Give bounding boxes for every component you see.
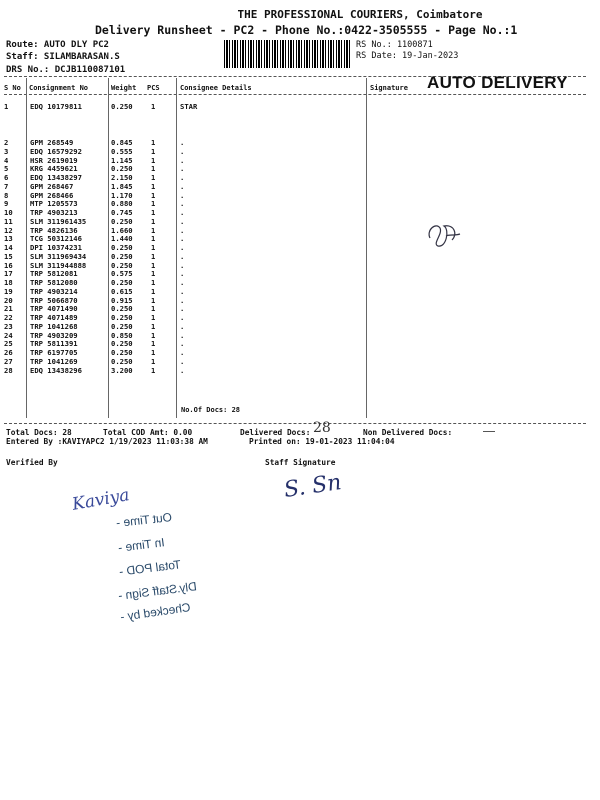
entered-by: Entered By :KAVIYAPC2 1/19/2023 11:03:38 AM: [6, 437, 208, 446]
row-sno: 1: [4, 102, 9, 111]
row-consignee-details: .: [180, 216, 185, 226]
col-header-consignee: Consignee Details: [180, 84, 252, 92]
row-consignee-details: .: [180, 173, 185, 182]
row-sno: 5: [4, 164, 9, 174]
row-consignee-details: .: [180, 138, 185, 147]
row-consignee-details: .: [180, 304, 185, 314]
rs-date: RS Date: 19-Jan-2023: [356, 51, 459, 61]
row-consignee-details: .: [180, 365, 185, 375]
row-consignment-no: TRP 6197705: [30, 348, 78, 357]
row-consignment-no: TRP 4071489: [30, 313, 78, 322]
row-sno: 17: [4, 269, 13, 279]
row-weight: 0.880: [111, 199, 133, 209]
row-weight: 0.250: [111, 164, 133, 174]
row-weight: 0.250: [111, 102, 133, 111]
row-weight: 0.745: [111, 208, 133, 217]
row-consignment-no: TRP 5811391: [30, 339, 78, 349]
col-header-consignment: Consignment No: [29, 84, 89, 92]
staff-label: Staff: SILAMBARASAN.S: [6, 52, 120, 62]
row-consignment-no: TRP 4071490: [30, 304, 78, 314]
row-weight: 0.555: [111, 146, 133, 156]
row-weight: 0.250: [111, 339, 133, 349]
verified-by-label: Verified By: [6, 458, 58, 467]
row-pcs: 1: [151, 146, 156, 156]
col-header-pcs: PCS: [147, 84, 160, 92]
staff-signature-label: Staff Signature: [265, 458, 336, 467]
row-pcs: 1: [151, 225, 156, 235]
row-consignee-details: .: [180, 251, 185, 261]
row-weight: 0.250: [111, 348, 133, 357]
row-consignee-details: .: [180, 243, 185, 252]
column-divider: [176, 78, 177, 418]
column-divider: [108, 78, 109, 418]
row-sno: 26: [4, 348, 13, 357]
row-consignment-no: MTP 1205573: [30, 199, 78, 209]
row-sno: 19: [4, 286, 13, 296]
row-weight: 0.250: [111, 260, 133, 270]
row-weight: 0.250: [111, 304, 133, 314]
row-pcs: 1: [151, 313, 156, 322]
no-of-docs: No.Of Docs: 28: [181, 406, 241, 414]
row-consignment-no: KRG 4459621: [30, 164, 78, 174]
row-sno: 12: [4, 225, 13, 235]
row-weight: 0.250: [111, 321, 133, 331]
row-sno: 3: [4, 146, 9, 156]
staff-handwritten-signature: S. Sn: [282, 470, 343, 503]
row-consignment-no: SLM 311969434: [30, 251, 87, 261]
row-pcs: 1: [151, 173, 156, 182]
row-consignee-details: STAR: [180, 102, 198, 111]
row-weight: 0.250: [111, 243, 133, 252]
row-consignee-details: .: [180, 278, 185, 287]
verifier-handwritten-signature: Kaviya: [70, 485, 131, 515]
row-weight: 0.250: [111, 251, 133, 261]
row-sno: 16: [4, 260, 13, 270]
row-sno: 22: [4, 313, 13, 322]
row-weight: 1.660: [111, 225, 133, 235]
row-sno: 8: [4, 190, 9, 200]
row-consignment-no: TRP 1041268: [30, 321, 78, 331]
row-consignee-details: .: [180, 295, 185, 305]
row-sno: 7: [4, 181, 9, 191]
row-sno: 23: [4, 321, 13, 331]
mirrored-stamp-line: Total POD -: [118, 557, 182, 579]
row-sno: 27: [4, 356, 13, 366]
total-cod-amount: Total COD Amt: 0.00: [103, 428, 193, 437]
row-weight: 0.915: [111, 295, 133, 305]
row-pcs: 1: [151, 269, 156, 279]
mirrored-stamp-line: Checked by -: [119, 600, 192, 624]
row-consignment-no: TRP 5066870: [30, 295, 78, 305]
row-consignment-no: EDQ 13438297: [30, 173, 82, 182]
row-sno: 18: [4, 278, 13, 287]
row-consignment-no: TRP 1041269: [30, 356, 78, 366]
row-pcs: 1: [151, 208, 156, 217]
row-pcs: 1: [151, 330, 156, 340]
col-header-weight: Weight: [111, 84, 137, 92]
column-divider: [26, 78, 27, 418]
row-weight: 0.250: [111, 216, 133, 226]
row-weight: 0.575: [111, 269, 133, 279]
row-consignment-no: TRP 4903213: [30, 208, 78, 217]
rs-number: RS No.: 1100871: [356, 40, 433, 50]
row-weight: 3.200: [111, 365, 133, 375]
total-docs: Total Docs: 28: [6, 428, 72, 437]
table-header-divider: [4, 94, 586, 95]
non-delivered-dash: [483, 431, 495, 432]
row-consignee-details: .: [180, 313, 185, 322]
delivered-docs-label: Delivered Docs:: [240, 428, 311, 437]
row-pcs: 1: [151, 339, 156, 349]
row-pcs: 1: [151, 216, 156, 226]
row-consignee-details: .: [180, 146, 185, 156]
row-consignee-details: .: [180, 155, 185, 165]
row-consignee-details: .: [180, 260, 185, 270]
row-pcs: 1: [151, 138, 156, 147]
row-consignee-details: .: [180, 199, 185, 209]
row-sno: 9: [4, 199, 9, 209]
col-header-sno: S No: [4, 84, 21, 92]
row-consignment-no: SLM 311961435: [30, 216, 87, 226]
row-sno: 25: [4, 339, 13, 349]
non-delivered-docs-label: Non Delivered Docs:: [363, 428, 453, 437]
row-weight: 1.170: [111, 190, 133, 200]
row-weight: 1.845: [111, 181, 133, 191]
row-consignment-no: TRP 4903214: [30, 286, 78, 296]
row-consignment-no: TCG 50312146: [30, 234, 82, 244]
row-consignment-no: EDQ 13438296: [30, 365, 82, 375]
row-pcs: 1: [151, 251, 156, 261]
row-pcs: 1: [151, 321, 156, 331]
row-signature-scribble: [424, 216, 464, 252]
row-sno: 15: [4, 251, 13, 261]
footer-divider: [4, 423, 586, 424]
row-pcs: 1: [151, 365, 156, 375]
row-weight: 0.615: [111, 286, 133, 296]
row-pcs: 1: [151, 164, 156, 174]
row-sno: 24: [4, 330, 13, 340]
row-sno: 21: [4, 304, 13, 314]
row-sno: 2: [4, 138, 9, 147]
row-pcs: 1: [151, 243, 156, 252]
row-pcs: 1: [151, 234, 156, 244]
row-sno: 28: [4, 365, 13, 375]
route-label: Route: AUTO DLY PC2: [6, 40, 109, 50]
row-weight: 0.850: [111, 330, 133, 340]
row-pcs: 1: [151, 190, 156, 200]
row-consignee-details: .: [180, 269, 185, 279]
column-divider: [366, 78, 367, 418]
row-pcs: 1: [151, 181, 156, 191]
row-sno: 6: [4, 173, 9, 182]
row-pcs: 1: [151, 356, 156, 366]
row-consignment-no: GPM 268466: [30, 190, 74, 200]
col-header-signature: Signature: [370, 84, 408, 92]
row-weight: 1.440: [111, 234, 133, 244]
mirrored-stamp-line: Dly.Staff Sign -: [117, 579, 198, 603]
row-pcs: 1: [151, 295, 156, 305]
row-consignment-no: DPI 10374231: [30, 243, 82, 252]
row-consignment-no: HSR 2619019: [30, 155, 78, 165]
row-weight: 0.250: [111, 356, 133, 366]
row-sno: 10: [4, 208, 13, 217]
row-consignee-details: .: [180, 356, 185, 366]
row-consignee-details: .: [180, 181, 185, 191]
row-sno: 13: [4, 234, 13, 244]
row-consignment-no: TRP 4903209: [30, 330, 78, 340]
row-weight: 2.150: [111, 173, 133, 182]
row-sno: 11: [4, 216, 13, 226]
row-pcs: 1: [151, 304, 156, 314]
row-consignee-details: .: [180, 348, 185, 357]
row-consignee-details: .: [180, 164, 185, 174]
row-consignee-details: .: [180, 190, 185, 200]
row-weight: 0.250: [111, 313, 133, 322]
row-pcs: 1: [151, 348, 156, 357]
company-name: THE PROFESSIONAL COURIERS, Coimbatore: [237, 8, 483, 21]
row-consignment-no: GPM 268549: [30, 138, 74, 147]
row-consignee-details: .: [180, 339, 185, 349]
row-pcs: 1: [151, 286, 156, 296]
row-pcs: 1: [151, 199, 156, 209]
row-consignee-details: .: [180, 225, 185, 235]
row-consignee-details: .: [180, 330, 185, 340]
row-sno: 4: [4, 155, 9, 165]
row-pcs: 1: [151, 155, 156, 165]
auto-delivery-stamp: AUTO DELIVERY: [427, 73, 568, 92]
mirrored-stamp-line: Out Time -: [115, 510, 173, 530]
row-weight: 0.250: [111, 278, 133, 287]
row-consignee-details: .: [180, 286, 185, 296]
row-pcs: 1: [151, 102, 156, 111]
row-consignment-no: SLM 311944888: [30, 260, 87, 270]
row-sno: 20: [4, 295, 13, 305]
barcode: [224, 40, 350, 68]
row-weight: 1.145: [111, 155, 133, 165]
delivered-docs-value: 28: [313, 420, 331, 436]
mirrored-stamp-line: In Time -: [117, 535, 166, 555]
row-consignee-details: .: [180, 234, 185, 244]
row-consignment-no: TRP 5812080: [30, 278, 78, 287]
row-sno: 14: [4, 243, 13, 252]
row-consignment-no: EDQ 10179811: [30, 102, 82, 111]
row-pcs: 1: [151, 260, 156, 270]
row-consignee-details: .: [180, 321, 185, 331]
printed-on: Printed on: 19-01-2023 11:04:04: [249, 437, 395, 446]
runsheet-title: Delivery Runsheet - PC2 - Phone No.:0422-3505555 - Page No.:1: [95, 23, 518, 37]
row-weight: 0.845: [111, 138, 133, 147]
row-consignment-no: TRP 4826136: [30, 225, 78, 235]
row-pcs: 1: [151, 278, 156, 287]
row-consignment-no: GPM 268467: [30, 181, 74, 191]
row-consignee-details: .: [180, 208, 185, 217]
row-consignment-no: TRP 5812081: [30, 269, 78, 279]
drs-number: DRS No.: DCJB110087101: [6, 65, 126, 75]
row-consignment-no: EDQ 16579292: [30, 146, 82, 156]
